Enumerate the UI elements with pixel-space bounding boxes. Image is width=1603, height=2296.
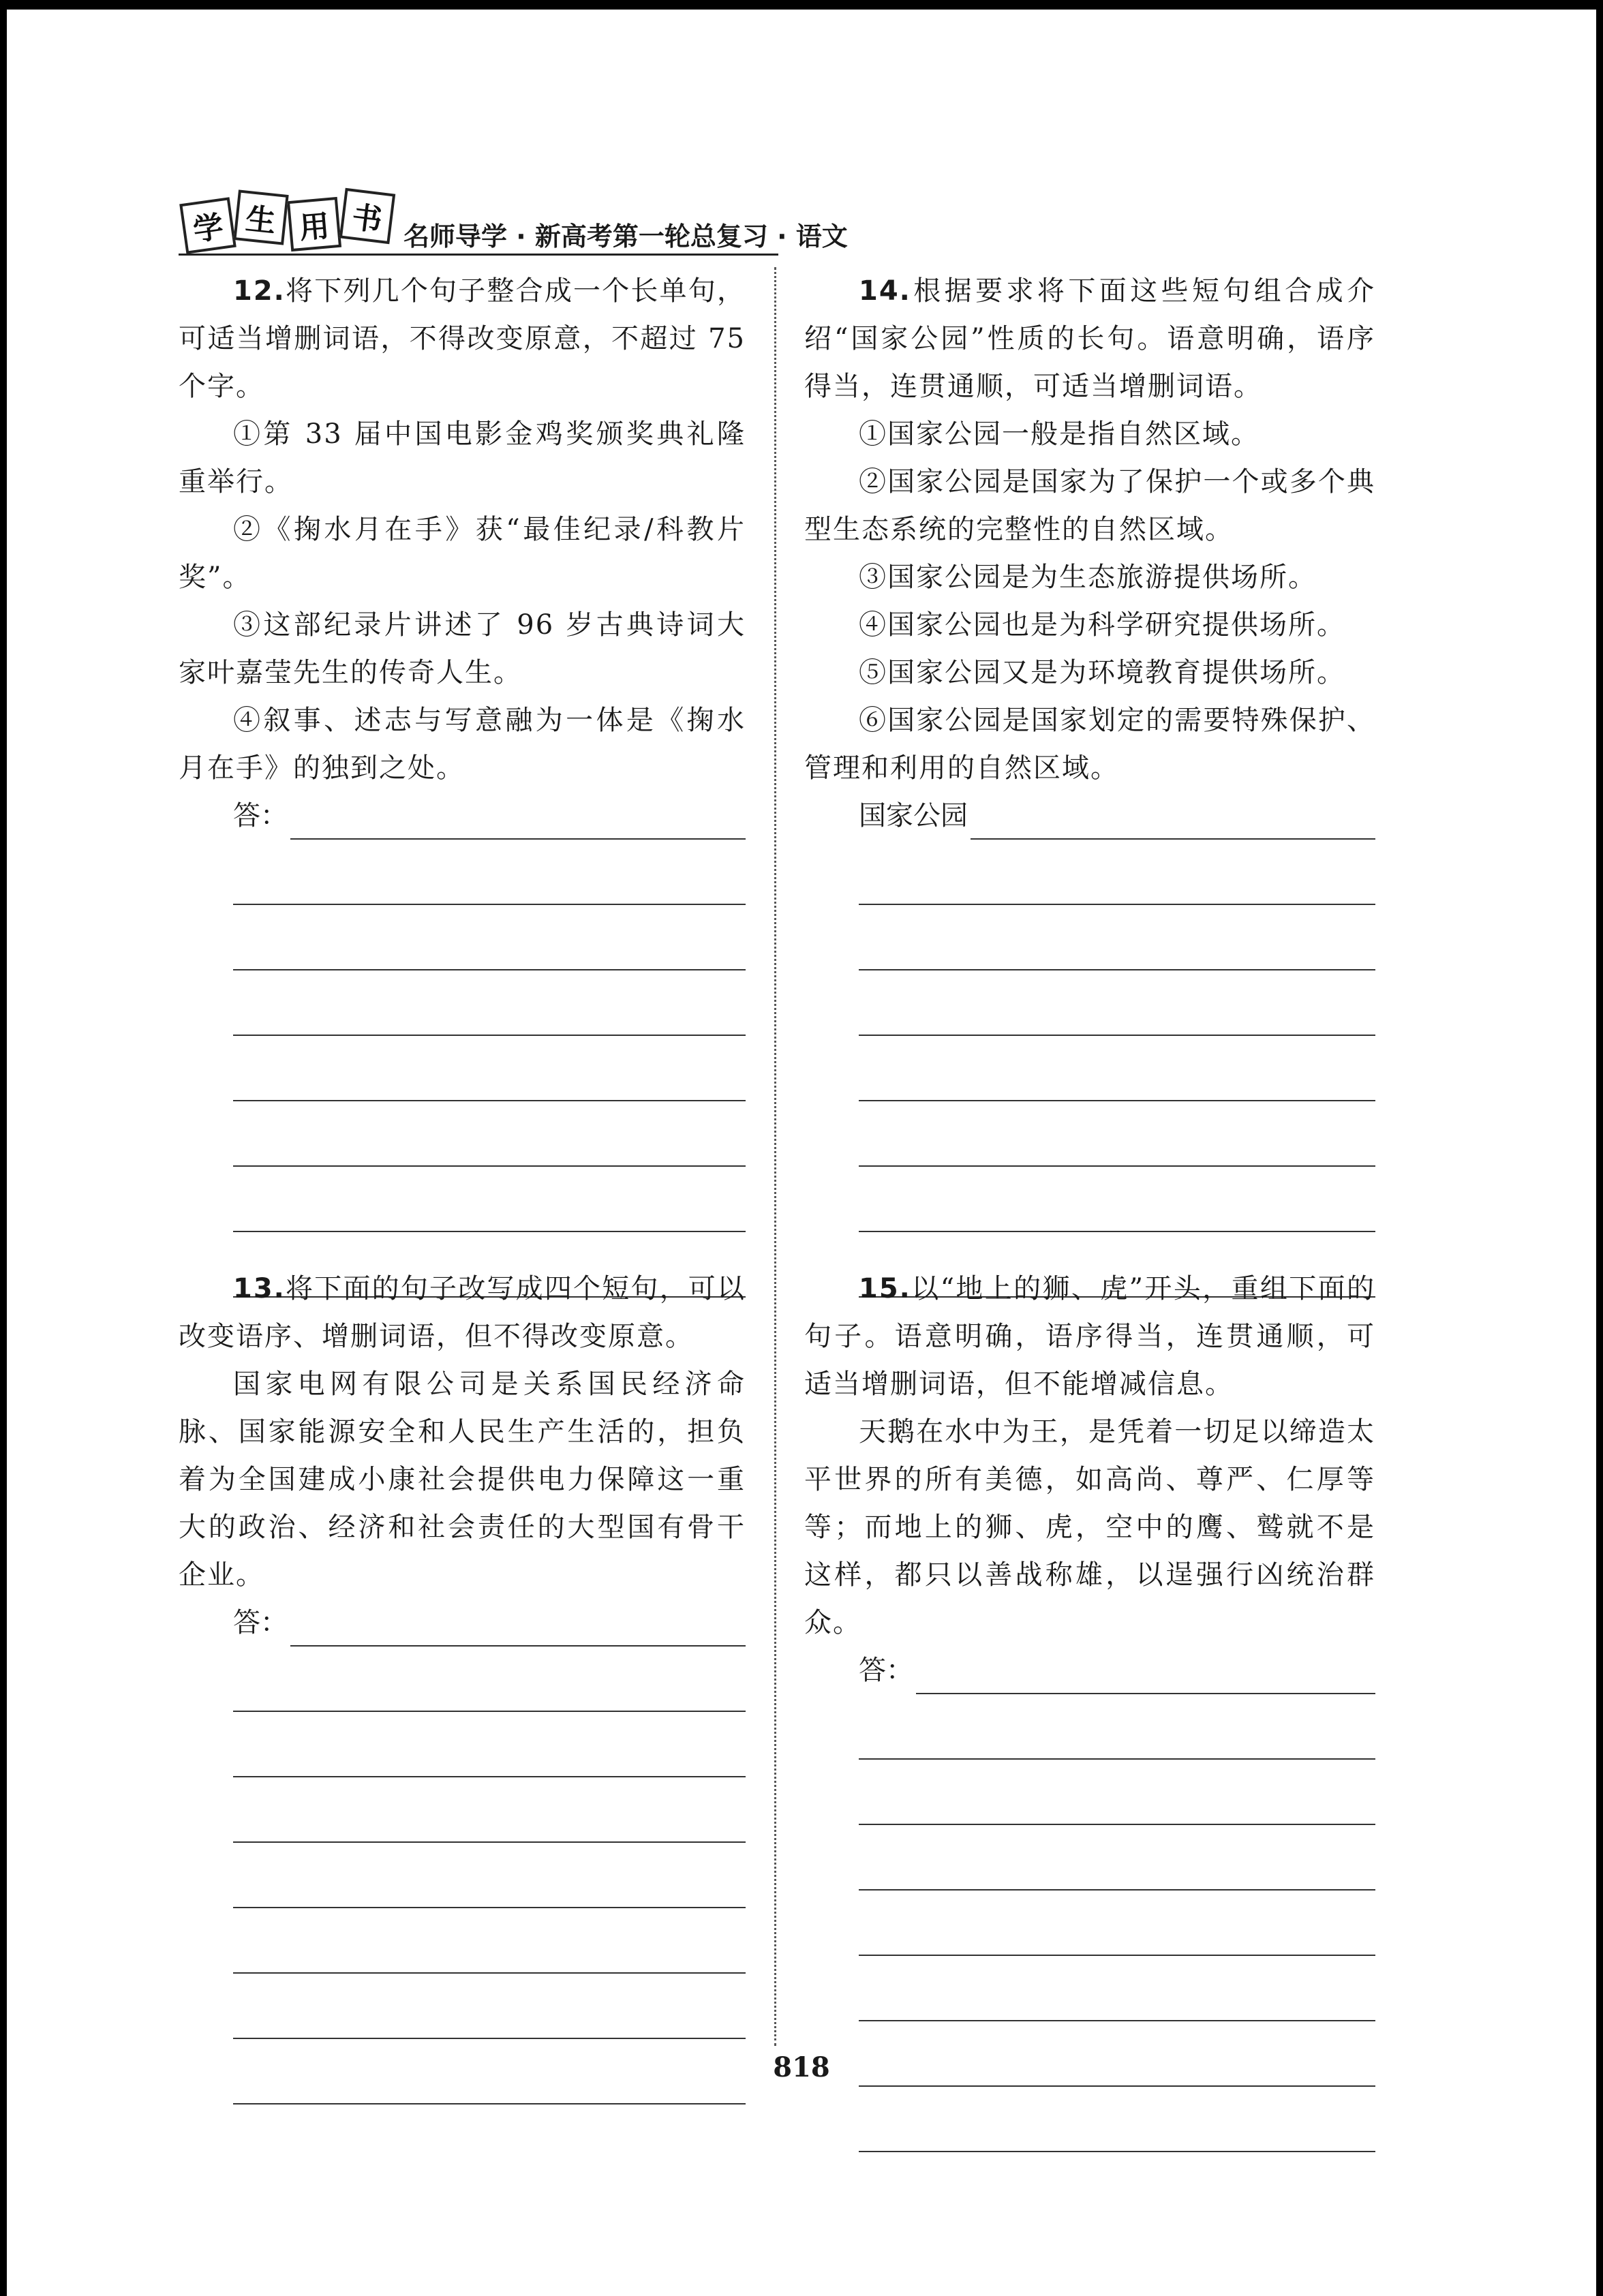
question-text: 将下面的句子改写成四个短句，可以改变语序、增删词语，但不得改变原意。 <box>179 1273 746 1352</box>
question-number: 14. <box>859 275 911 307</box>
answer-line[interactable] <box>290 800 746 840</box>
question-number: 12. <box>233 275 286 307</box>
answer-line[interactable] <box>859 1036 1375 1101</box>
sentence-item: ①国家公园一般是指自然区域。 <box>859 418 1260 450</box>
answer-line[interactable] <box>859 1825 1375 1891</box>
sentence-item: ①第 33 届中国电影金鸡奖颁奖典礼隆重举行。 <box>179 418 746 498</box>
question-number: 15. <box>859 1273 911 1304</box>
question-14 <box>804 267 1375 1298</box>
answer-line[interactable] <box>233 1101 746 1167</box>
question-12 <box>179 267 746 1298</box>
sentence-item: ⑤国家公园又是为环境教育提供场所。 <box>859 657 1345 688</box>
question-text: 根据要求将下面这些短句组合成介绍“国家公园”性质的长句。语意明确，语序得当，连贯通顺，可适当增删词语。 <box>804 275 1375 402</box>
book-title: 名师导学 · 新高考第一轮总复习 · 语文 <box>403 221 848 251</box>
answer-line[interactable] <box>233 1908 746 1974</box>
scan-border-left <box>0 0 7 2296</box>
answer-line[interactable] <box>233 1974 746 2039</box>
answer-line[interactable] <box>233 905 746 970</box>
question-prompt <box>804 1265 1375 1408</box>
passage-text: 国家电网有限公司是关系国民经济命脉、国家能源安全和人民生产生活的，担负着为全国建成小康社会提供电力保障这一重大的政治、经济和社会责任的大型国有骨干企业。 <box>179 1368 746 1591</box>
answer-label: 答： <box>859 1655 913 1686</box>
page-header <box>179 188 848 251</box>
scan-border-top <box>0 0 1603 10</box>
answer-line[interactable] <box>859 840 1375 905</box>
sentence-item: ③这部纪录片讲述了 96 岁古典诗词大家叶嘉莹先生的传奇人生。 <box>179 609 746 688</box>
answer-field[interactable] <box>179 1599 746 1647</box>
answer-line[interactable] <box>233 1167 746 1232</box>
answer-line[interactable] <box>859 905 1375 970</box>
logo-char: 书 <box>339 188 395 244</box>
sentence-item: ④叙事、述志与写意融为一体是《掬水月在手》的独到之处。 <box>179 705 746 784</box>
answer-line[interactable] <box>859 1694 1375 1760</box>
sentence-item: ②《掬水月在手》获“最佳纪录/科教片奖”。 <box>179 514 746 593</box>
answer-line[interactable] <box>859 1956 1375 2021</box>
answer-label: 答： <box>233 1607 288 1638</box>
answer-line[interactable] <box>971 800 1375 840</box>
sentence-item: ⑥国家公园是国家划定的需要特殊保护、管理和利用的自然区域。 <box>804 705 1375 784</box>
answer-line[interactable] <box>859 2087 1375 2152</box>
answer-line[interactable] <box>233 840 746 905</box>
answer-line[interactable] <box>233 970 746 1036</box>
logo-char: 学 <box>179 197 236 254</box>
question-text: 以“地上的狮、虎”开头，重组下面的句子。语意明确，语序得当，连贯通顺，可适当增删词语，但不能增减信息。 <box>804 1273 1375 1400</box>
answer-line[interactable] <box>859 1167 1375 1232</box>
sentence-item: ③国家公园是为生态旅游提供场所。 <box>859 562 1317 593</box>
series-logo <box>179 188 390 251</box>
answer-label: 国家公园 <box>859 800 968 831</box>
answer-field[interactable] <box>179 792 746 840</box>
question-prompt <box>179 1265 746 1360</box>
answer-field[interactable] <box>804 792 1375 840</box>
scan-border-right <box>1596 0 1603 2296</box>
sentence-item: ②国家公园是国家为了保护一个或多个典型生态系统的完整性的自然区域。 <box>804 466 1375 545</box>
answer-line[interactable] <box>233 1843 746 1908</box>
answer-line[interactable] <box>290 1607 746 1647</box>
passage-text: 天鹅在水中为王，是凭着一切足以缔造太平世界的所有美德，如高尚、尊严、仁厚等等；而地上的狮、虎，空中的鹰、鹫就不是这样，都只以善战称雄，以逞强行凶统治群众。 <box>804 1416 1375 1638</box>
question-prompt <box>804 267 1375 410</box>
sentence-item: ④国家公园也是为科学研究提供场所。 <box>859 609 1345 641</box>
answer-field[interactable] <box>804 1647 1375 1694</box>
question-number: 13. <box>233 1273 286 1304</box>
question-prompt <box>179 267 746 410</box>
answer-line[interactable] <box>233 1712 746 1777</box>
logo-char: 生 <box>233 189 288 245</box>
answer-line[interactable] <box>916 1655 1375 1694</box>
page-number: 818 <box>773 2051 830 2083</box>
logo-char: 用 <box>287 197 341 251</box>
header-rule <box>179 254 778 256</box>
answer-label: 答： <box>233 800 288 831</box>
answer-line[interactable] <box>859 1760 1375 1825</box>
answer-line[interactable] <box>859 1101 1375 1167</box>
question-13 <box>179 1265 746 2104</box>
column-divider <box>774 267 776 2046</box>
answer-line[interactable] <box>233 1647 746 1712</box>
question-text: 将下列几个句子整合成一个长单句，可适当增删词语，不得改变原意，不超过 75 个字。 <box>179 275 746 402</box>
question-15 <box>804 1265 1375 2152</box>
answer-line[interactable] <box>859 1891 1375 1956</box>
answer-line[interactable] <box>233 1036 746 1101</box>
answer-line[interactable] <box>859 970 1375 1036</box>
answer-line[interactable] <box>233 1777 746 1843</box>
